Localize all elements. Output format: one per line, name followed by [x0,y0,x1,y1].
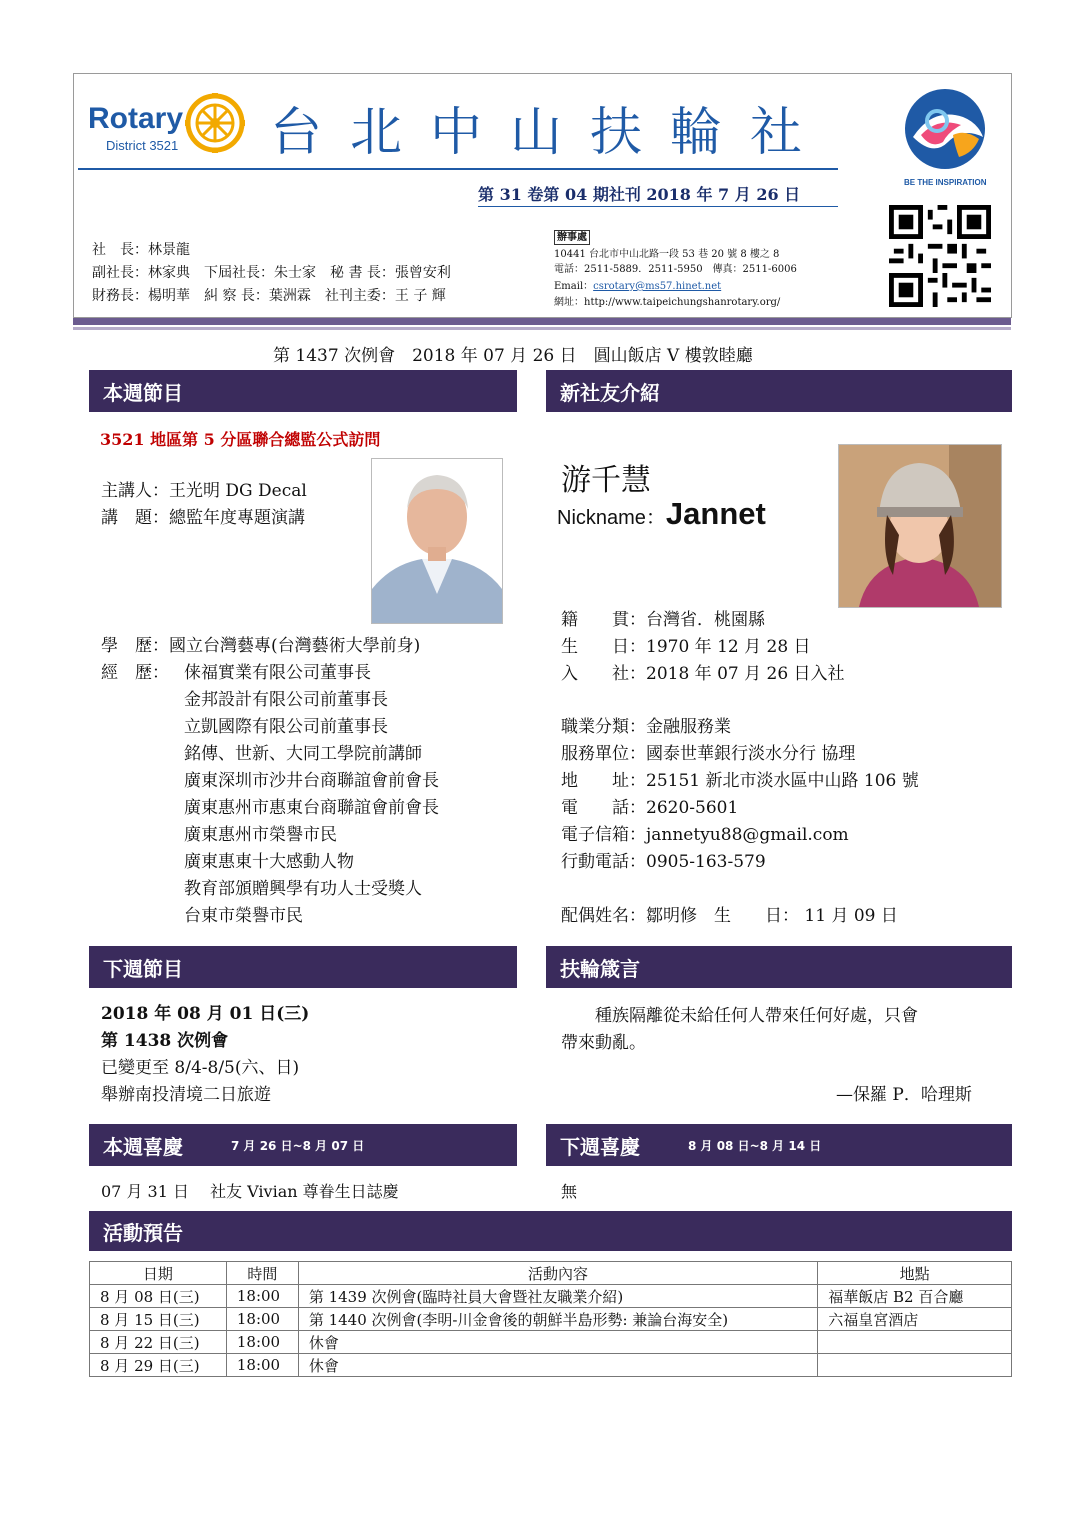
masthead-bar [73,318,1011,325]
celebrations-this-item: 07 月 31 日 社友 Vivian 尊眷生日誌慶 [101,1182,399,1201]
officer-line-1: 社 長：林景龍 [92,242,190,258]
theme-logo-icon [903,87,988,172]
motto-author: —保羅 P．哈理斯 [836,1085,972,1105]
column-header: 活動內容 [298,1262,817,1285]
office-phone: 電話：2511-5889．2511-5950 傳真：2511-6006 [554,264,797,275]
section-celebrations-next [546,1124,1012,1166]
experience-item: 廣東深圳市沙井台商聯誼會前會長 [184,771,439,791]
table-row [90,1285,1012,1308]
rotary-wheel-icon [184,92,246,154]
district-label: District 3521 [106,138,179,153]
next-week-meeting: 第 1438 次例會 [101,1031,229,1051]
issue-line: 第 31 卷第 04 期社刊 2018 年 7 月 26 日 [478,185,801,204]
section-motto-title: 扶輪箴言 [560,956,640,981]
column-header: 地點 [818,1262,1012,1285]
section-activities [89,1211,1012,1251]
celebrations-next-item: 無 [561,1182,578,1201]
cell-content: 第 1440 次例會(李明-川金會後的朝鮮半島形勢: 兼論台海安全) [298,1308,817,1331]
speaker-photo [371,458,503,624]
office-website[interactable]: 網址：http://www.taipeichungshanrotary.org/ [554,297,781,308]
member-detail: 職業分類：金融服務業 [561,717,731,737]
club-title: 台北中山扶輪社 [270,103,831,163]
activities-header-row [90,1262,1012,1285]
table-row [90,1354,1012,1377]
celebrations-this-range: 7 月 26 日~8 月 07 日 [231,1138,365,1153]
experience-item: 教育部頒贈興學有功人士受獎人 [184,879,422,899]
cell-content: 休會 [298,1331,817,1354]
next-week-line2: 舉辦南投清境二日旅遊 [101,1085,271,1105]
qr-code-icon [889,205,991,307]
experience-item: 金邦設計有限公司前董事長 [184,690,388,710]
member-detail: 服務單位：國泰世華銀行淡水分行 協理 [561,744,856,764]
experience-item: 銘傳、世新、大同工學院前講師 [184,744,422,764]
event-title: 3521 地區第 5 分區聯合總監公式訪問 [100,430,381,449]
experience-item: 廣東惠東十大感動人物 [184,852,354,872]
officer-line-2: 副社長：林家典 下屆社長：朱士家 秘 書 長：張曾安利 [92,265,451,281]
office-label: 辦事處 [554,230,590,245]
column-header: 日期 [90,1262,227,1285]
issue-rule [478,206,838,207]
member-details-b [561,714,919,876]
cell-time: 18:00 [226,1285,298,1308]
experience-item: 俫福實業有限公司董事長 [184,663,371,683]
experience-item: 立凱國際有限公司前董事長 [184,717,388,737]
spouse-line: 配偶姓名：鄒明修 生 日： 11 月 09 日 [561,906,898,926]
section-new-member-title: 新社友介紹 [560,380,660,405]
member-detail: 籍 貫：台灣省．桃園縣 [561,610,765,630]
cell-content: 第 1439 次例會(臨時社員大會暨社友職業介紹) [298,1285,817,1308]
experience-list [184,660,439,930]
topic-line: 講 題：總監年度專題演講 [101,508,305,528]
section-motto [546,946,1012,988]
next-week-line1: 已變更至 8/4-8/5(六、日) [101,1058,300,1078]
cell-date: 8 月 08 日(三) [90,1285,227,1308]
cell-time: 18:00 [226,1308,298,1331]
rotary-logo-word: Rotary [88,102,184,135]
cell-time: 18:00 [226,1354,298,1377]
section-activities-title: 活動預告 [103,1220,183,1245]
cell-date: 8 月 29 日(三) [90,1354,227,1377]
member-detail: 行動電話：0905-163-579 [561,852,766,872]
masthead-bar-thin [73,327,1011,330]
office-email-row [554,280,721,293]
office-email-link[interactable]: csrotary@ms57.hinet.net [593,281,722,292]
member-details-a [561,607,845,688]
cell-content: 休會 [298,1354,817,1377]
officer-line-3: 財務長：楊明華 糾 察 長：葉洲霖 社刊主委：王 子 輝 [92,288,446,304]
celebrations-next-range: 8 月 08 日~8 月 14 日 [688,1138,822,1153]
experience-label: 經 歷： [101,663,169,683]
nickname-label: Nickname： [557,507,666,529]
member-detail: 電 話：2620-5601 [561,798,739,818]
section-this-week [89,370,517,412]
next-week-date: 2018 年 08 月 01 日(三) [101,1004,310,1024]
table-row [90,1331,1012,1354]
education-line: 學 歷：國立台灣藝專(台灣藝術大學前身) [101,636,421,656]
section-celebrations-this-title: 本週喜慶 [103,1134,183,1159]
member-detail: 電子信箱：jannetyu88@gmail.com [561,825,849,845]
motto-line-2: 帶來動亂。 [561,1033,646,1053]
member-photo [838,444,1002,608]
cell-date: 8 月 22 日(三) [90,1331,227,1354]
section-this-week-title: 本週節目 [103,380,183,405]
cell-place: 福華飯店 B2 百合廳 [818,1285,1012,1308]
member-detail: 地 址：25151 新北市淡水區中山路 106 號 [561,771,919,791]
meeting-line: 第 1437 次例會 2018 年 07 月 26 日 圓山飯店 V 樓敦睦廳 [273,346,753,366]
section-celebrations-next-title: 下週喜慶 [560,1134,640,1159]
experience-item: 廣東惠州市榮譽市民 [184,825,337,845]
cell-place [818,1354,1012,1377]
activities-table [89,1261,1012,1377]
section-celebrations-this [89,1124,517,1166]
table-row [90,1308,1012,1331]
cell-place [818,1331,1012,1354]
cell-time: 18:00 [226,1331,298,1354]
experience-item: 台東市榮譽市民 [184,906,303,926]
cell-place: 六福皇宮酒店 [818,1308,1012,1331]
cell-date: 8 月 15 日(三) [90,1308,227,1331]
column-header: 時間 [226,1262,298,1285]
experience-item: 廣東惠州市惠東台商聯誼會前會長 [184,798,439,818]
member-name: 游千慧 [561,463,651,498]
speaker-line: 主講人：王光明 DG Decal [101,481,307,501]
member-detail: 入 社：2018 年 07 月 26 日入社 [561,664,845,684]
member-detail: 生 日：1970 年 12 月 28 日 [561,637,811,657]
section-next-week [89,946,517,988]
section-next-week-title: 下週節目 [103,956,183,981]
office-email-label: Email： [554,281,594,292]
title-rule [78,168,838,170]
member-nickname-row [557,496,766,532]
section-new-member [546,370,1012,412]
office-address: 10441 台北市中山北路一段 53 巷 20 號 8 樓之 8 [554,249,780,260]
motto-line-1: 種族隔離從未給任何人帶來任何好處，只會 [561,1006,918,1026]
theme-slogan: BE THE INSPIRATION [904,178,987,187]
nickname-value: Jannet [665,496,766,531]
